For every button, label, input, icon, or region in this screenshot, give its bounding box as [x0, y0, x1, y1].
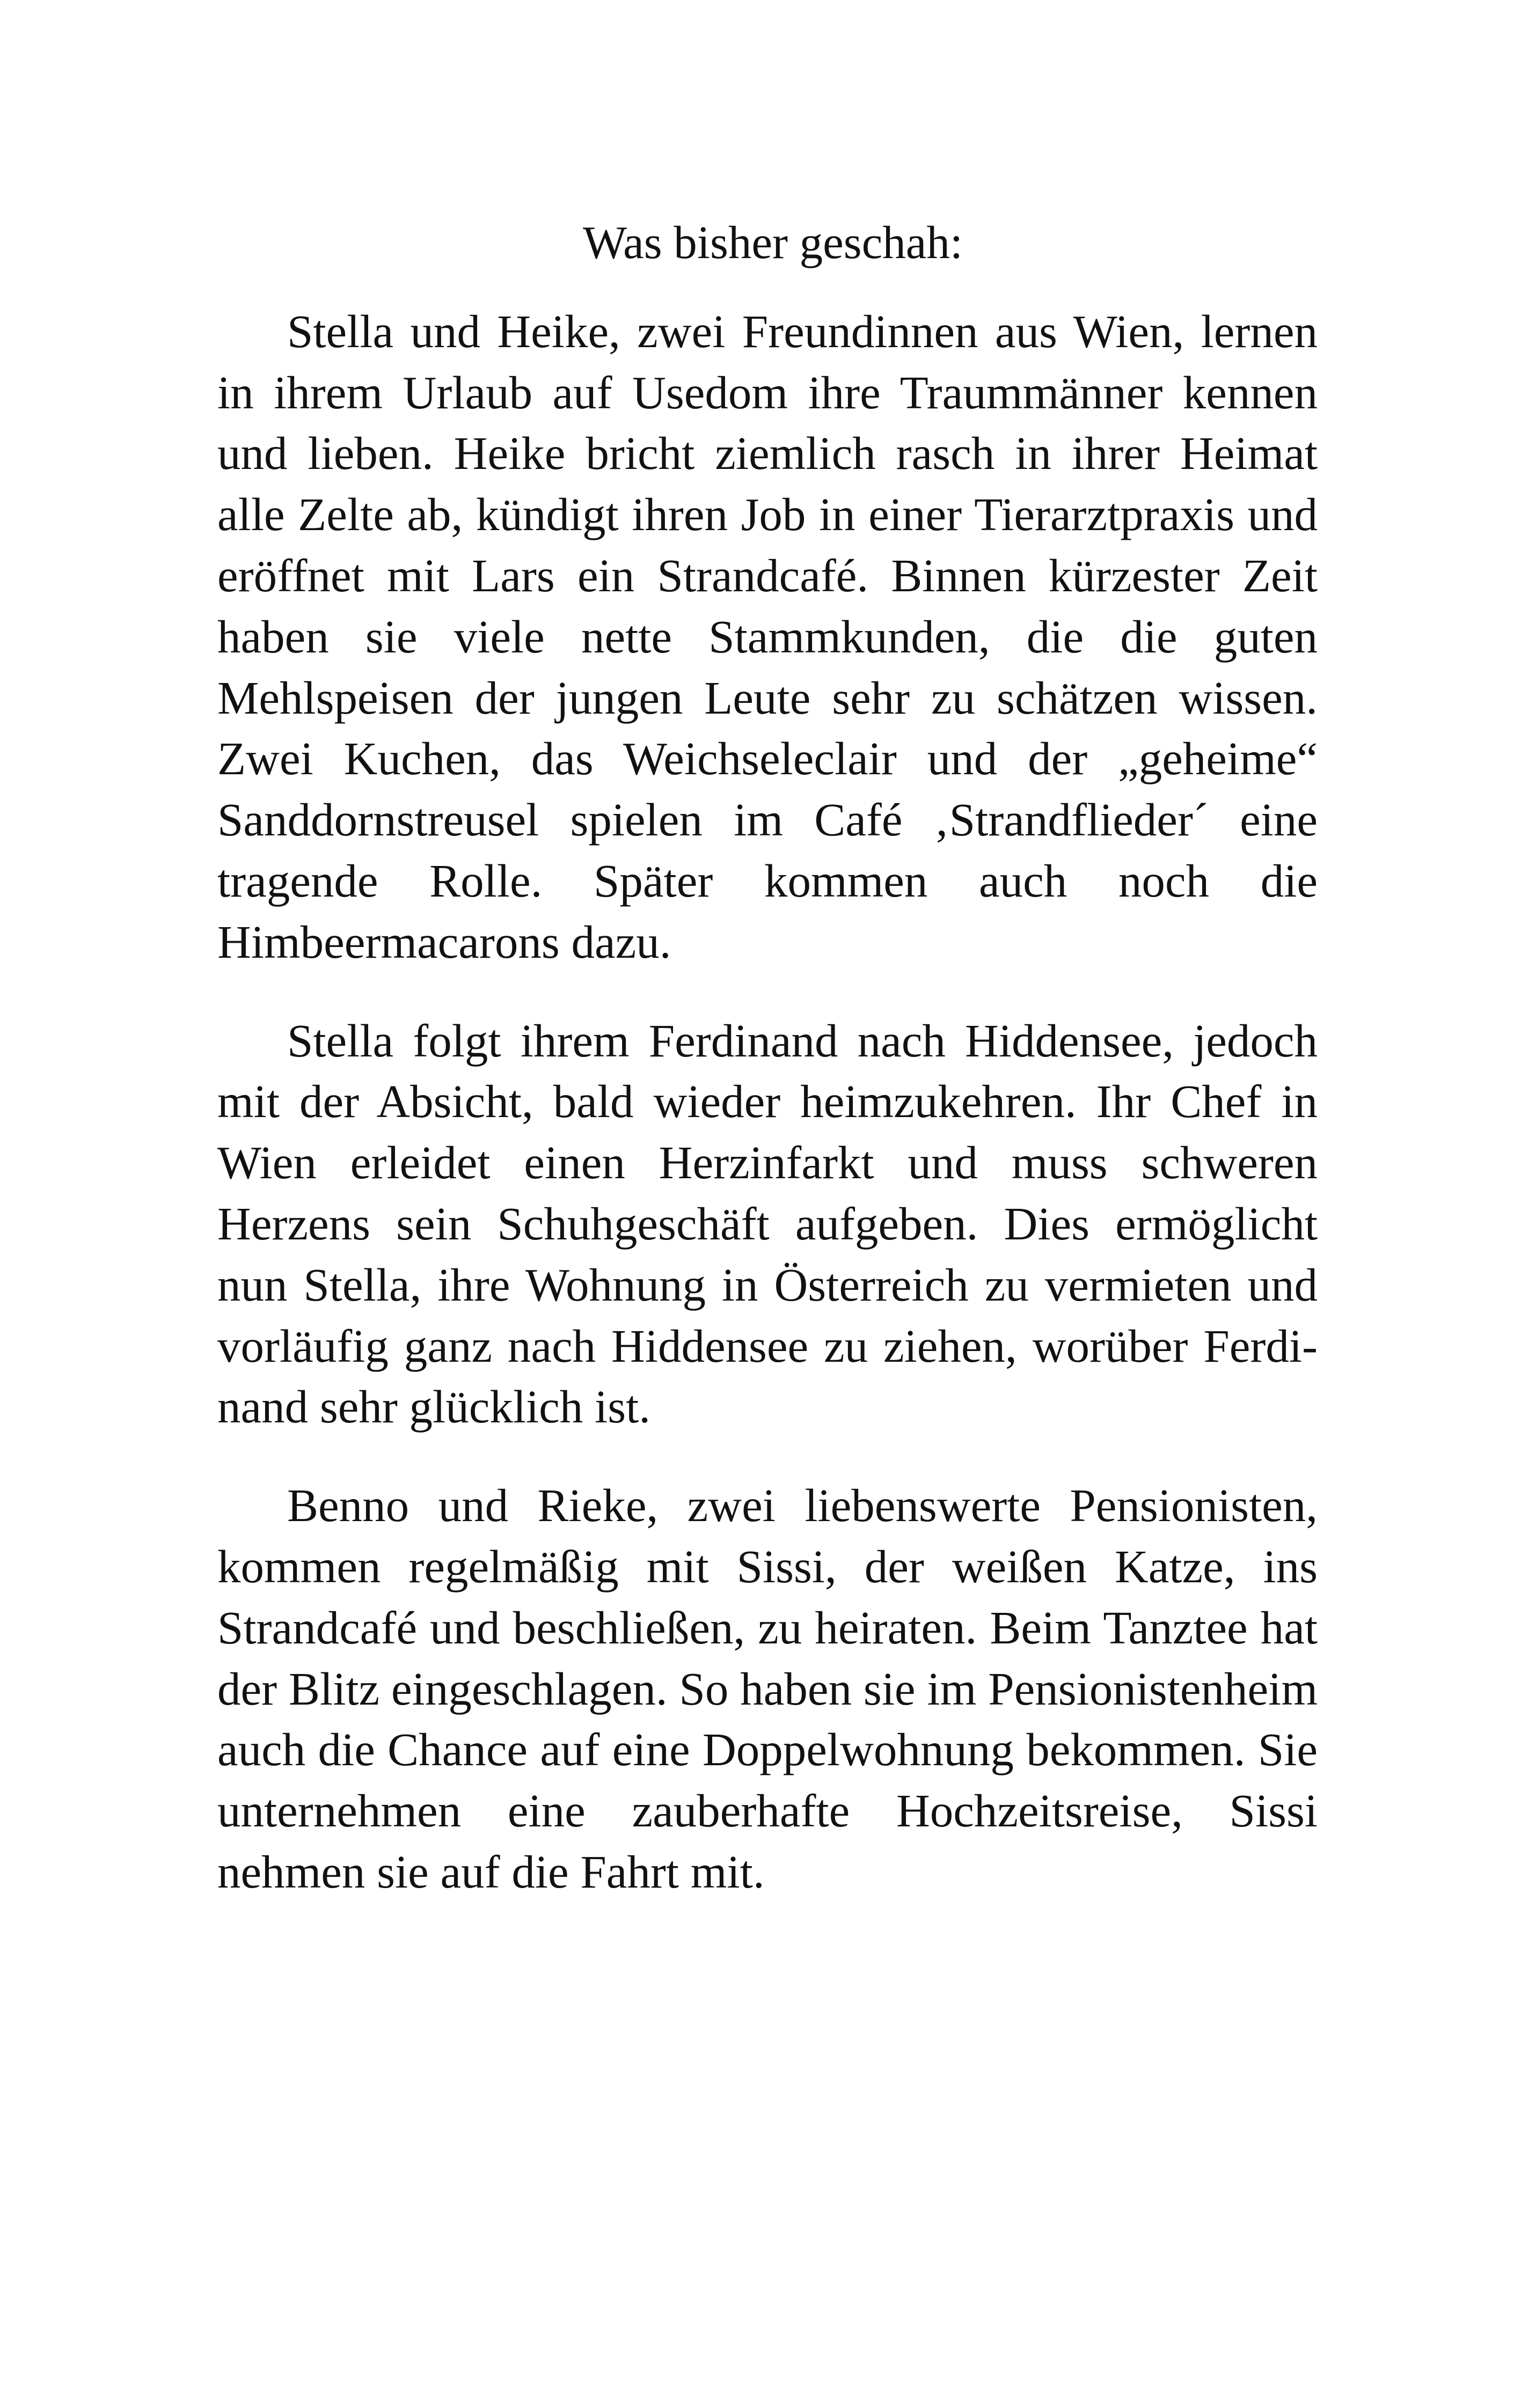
paragraph-benno-rieke: Benno und Rieke, zwei liebenswerte Pensionisten, kommen regelmäßig mit Sissi, der weißen Katze, ins Strandcafé und beschließen, zu heiraten. Beim Tanztee hat der Blitz eingeschlagen. So haben sie im Pensionistenheim auch die Chance auf eine Doppelwohnung bekommen. Sie unternehmen eine zauberhafte Hochzeitsreise, Sissi nehmen sie auf die Fahrt mit. [217, 1479, 1318, 1898]
paragraph-gap [217, 973, 1318, 1010]
text-block [217, 212, 1318, 1903]
paragraph-stella-heike: Stella und Heike, zwei Freundinnen aus Wien, lernen in ihrem Urlaub auf Usedom ihre Traummänner kennen und lieben. Heike bricht ziemlich rasch in ihrer Heimat alle Zelte ab, kündigt ihren Job in einer Tierarztpraxis und eröffnet mit Lars ein Strandcafé. Binnen kürzester Zeit haben sie viele nette Stammkunden, die die guten Mehlspeisen der jungen Leute sehr zu schätzen wissen. Zwei Kuchen, das Weichseleclair und der „geheime“ Sanddornstreusel spielen im Café ‚Strandflieder´ eine tragende Rolle. Später kommen auch noch die Himbeermacarons dazu. [217, 305, 1318, 968]
paragraph-gap [217, 1437, 1318, 1475]
page-heading: Was bisher geschah: [582, 216, 963, 268]
paragraph-stella-ferdinand: Stella folgt ihrem Ferdinand nach Hiddensee, jedoch mit der Absicht, bald wieder heimzukehren. Ihr Chef in Wien erleidet einen Herzinfarkt und muss schweren Herzens sein Schuhgeschäft aufgeben. Dies ermöglicht nun Stella, ihre Wohnung in Österreich zu vermieten und vorläufig ganz nach Hiddensee zu ziehen, worüber Ferdinand sehr glücklich ist. [217, 1014, 1318, 1433]
